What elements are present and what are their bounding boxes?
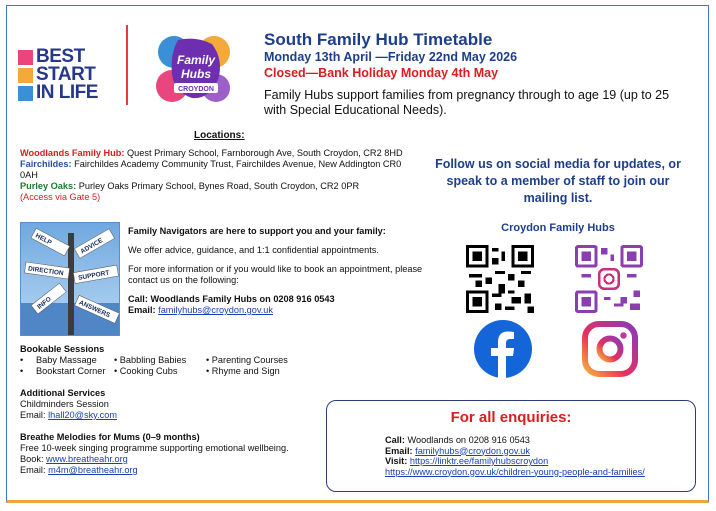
bookable-row: • Baby Massage • Babbling Babies • Parenting Courses [20,355,288,365]
croydon-family-hubs-label: Croydon Family Hubs [501,222,615,234]
enquiries-title: For all enquiries: [450,409,572,426]
sign-info-label: INFO [36,295,53,311]
bookable-sessions [20,344,330,377]
additional-services [20,388,320,421]
breathe-book: Book: www.breatheahr.org [20,454,128,464]
sign-advice-label: ADVICE [79,237,105,256]
breathe-heading: Breathe Melodies for Mums (0–9 months) [20,432,200,442]
navigators-email: Email: familyhubs@croydon.gov.uk [128,305,274,315]
enquiries-email-link[interactable]: familyhubs@croydon.gov.uk [415,445,531,456]
navigators-more-info: For more information or if you would like to book an appointment, please contact us on the following: [128,264,423,285]
family-navigators-section [128,226,428,316]
best-start-in-life-logo: BEST START IN LIFE [18,48,106,106]
enquiries-council-link[interactable]: https://www.croydon.gov.uk/children-young-people-and-families/ [385,466,645,477]
bookable-heading: Bookable Sessions [20,344,105,354]
enquiries-call: Call: Woodlands on 0208 916 0543 [385,435,530,445]
location-purley-oaks: Purley Oaks: Purley Oaks Primary School, Bynes Road, South Croydon, CR2 0PR [20,181,360,191]
social-media-text: Follow us on social media for updates, or speak to a member of staff to join our mailing list. [435,157,681,205]
logo-family-text: Family [176,53,216,67]
signpost-image [20,222,120,336]
logo-croydon-text: CROYDON [178,86,214,93]
breathe-email: Email: m4m@breatheahr.org [20,465,138,475]
navigators-heading: Family Navigators are here to support you and your family: [128,226,386,236]
enquiries-visit: Visit: https://linktr.ee/familyhubscroydon [385,456,549,466]
childminders-session: Childminders Session [20,399,109,409]
location-fairchildes: Fairchildes: Fairchildes Academy Community Trust, Fairchildes Avenue, New Addington CR0 0AH [20,159,402,180]
enquiries-box [326,400,696,492]
timetable-dates: Monday 13th April —Friday 22nd May 2026 [264,50,518,64]
locations-list [20,148,420,203]
breathe-book-link[interactable]: www.breatheahr.org [46,454,128,464]
additional-email-link[interactable]: lhall20@sky.com [48,410,117,420]
facebook-icon[interactable] [474,320,532,378]
enquiries-details [385,435,645,477]
instagram-icon[interactable] [581,320,639,378]
additional-heading: Additional Services [20,388,106,398]
qr-code-icon[interactable] [466,245,534,313]
logo-hubs-text: Hubs [181,67,211,81]
navigators-call: Call: Woodlands Family Hubs on 0208 916 0543 [128,294,335,304]
location-woodlands: Woodlands Family Hub: Quest Primary School, Farnborough Ave, South Croydon, CR2 8HD [20,148,403,158]
additional-email: Email: lhall20@sky.com [20,410,117,420]
family-hubs-logo [152,30,240,110]
breathe-email-link[interactable]: m4m@breatheahr.org [48,465,138,475]
sign-support-label: SUPPORT [77,269,110,282]
header-divider [126,25,128,105]
page-title: South Family Hub Timetable [264,30,493,49]
instagram-qr-code-icon[interactable] [575,245,643,313]
breathe-description: Free 10-week singing programme supporting emotional wellbeing. [20,443,289,453]
bookable-row: • Bookstart Corner • Cooking Cubs • Rhyme and Sign [20,366,280,376]
sign-direction-label: DIRECTION [27,265,65,278]
sign-answers-label: ANSWERS [77,299,112,320]
locations-heading: Locations: [194,130,245,141]
closure-notice: Closed—Bank Holiday Monday 4th May [264,66,499,80]
enquiries-linktree-link[interactable]: https://linktr.ee/familyhubscroydon [409,456,549,466]
navigators-offer: We offer advice, guidance, and 1:1 confidential appointments. [128,245,379,255]
breathe-melodies [20,432,330,476]
enquiries-email: Email: familyhubs@croydon.gov.uk [385,445,531,456]
navigators-email-link[interactable]: familyhubs@croydon.gov.uk [158,305,274,315]
intro-text: Family Hubs support families from pregnancy through to age 19 (up to 25 with Special Educational Needs). [264,88,670,117]
access-note: (Access via Gate 5) [20,192,101,202]
sign-help-label: HELP [34,232,53,247]
